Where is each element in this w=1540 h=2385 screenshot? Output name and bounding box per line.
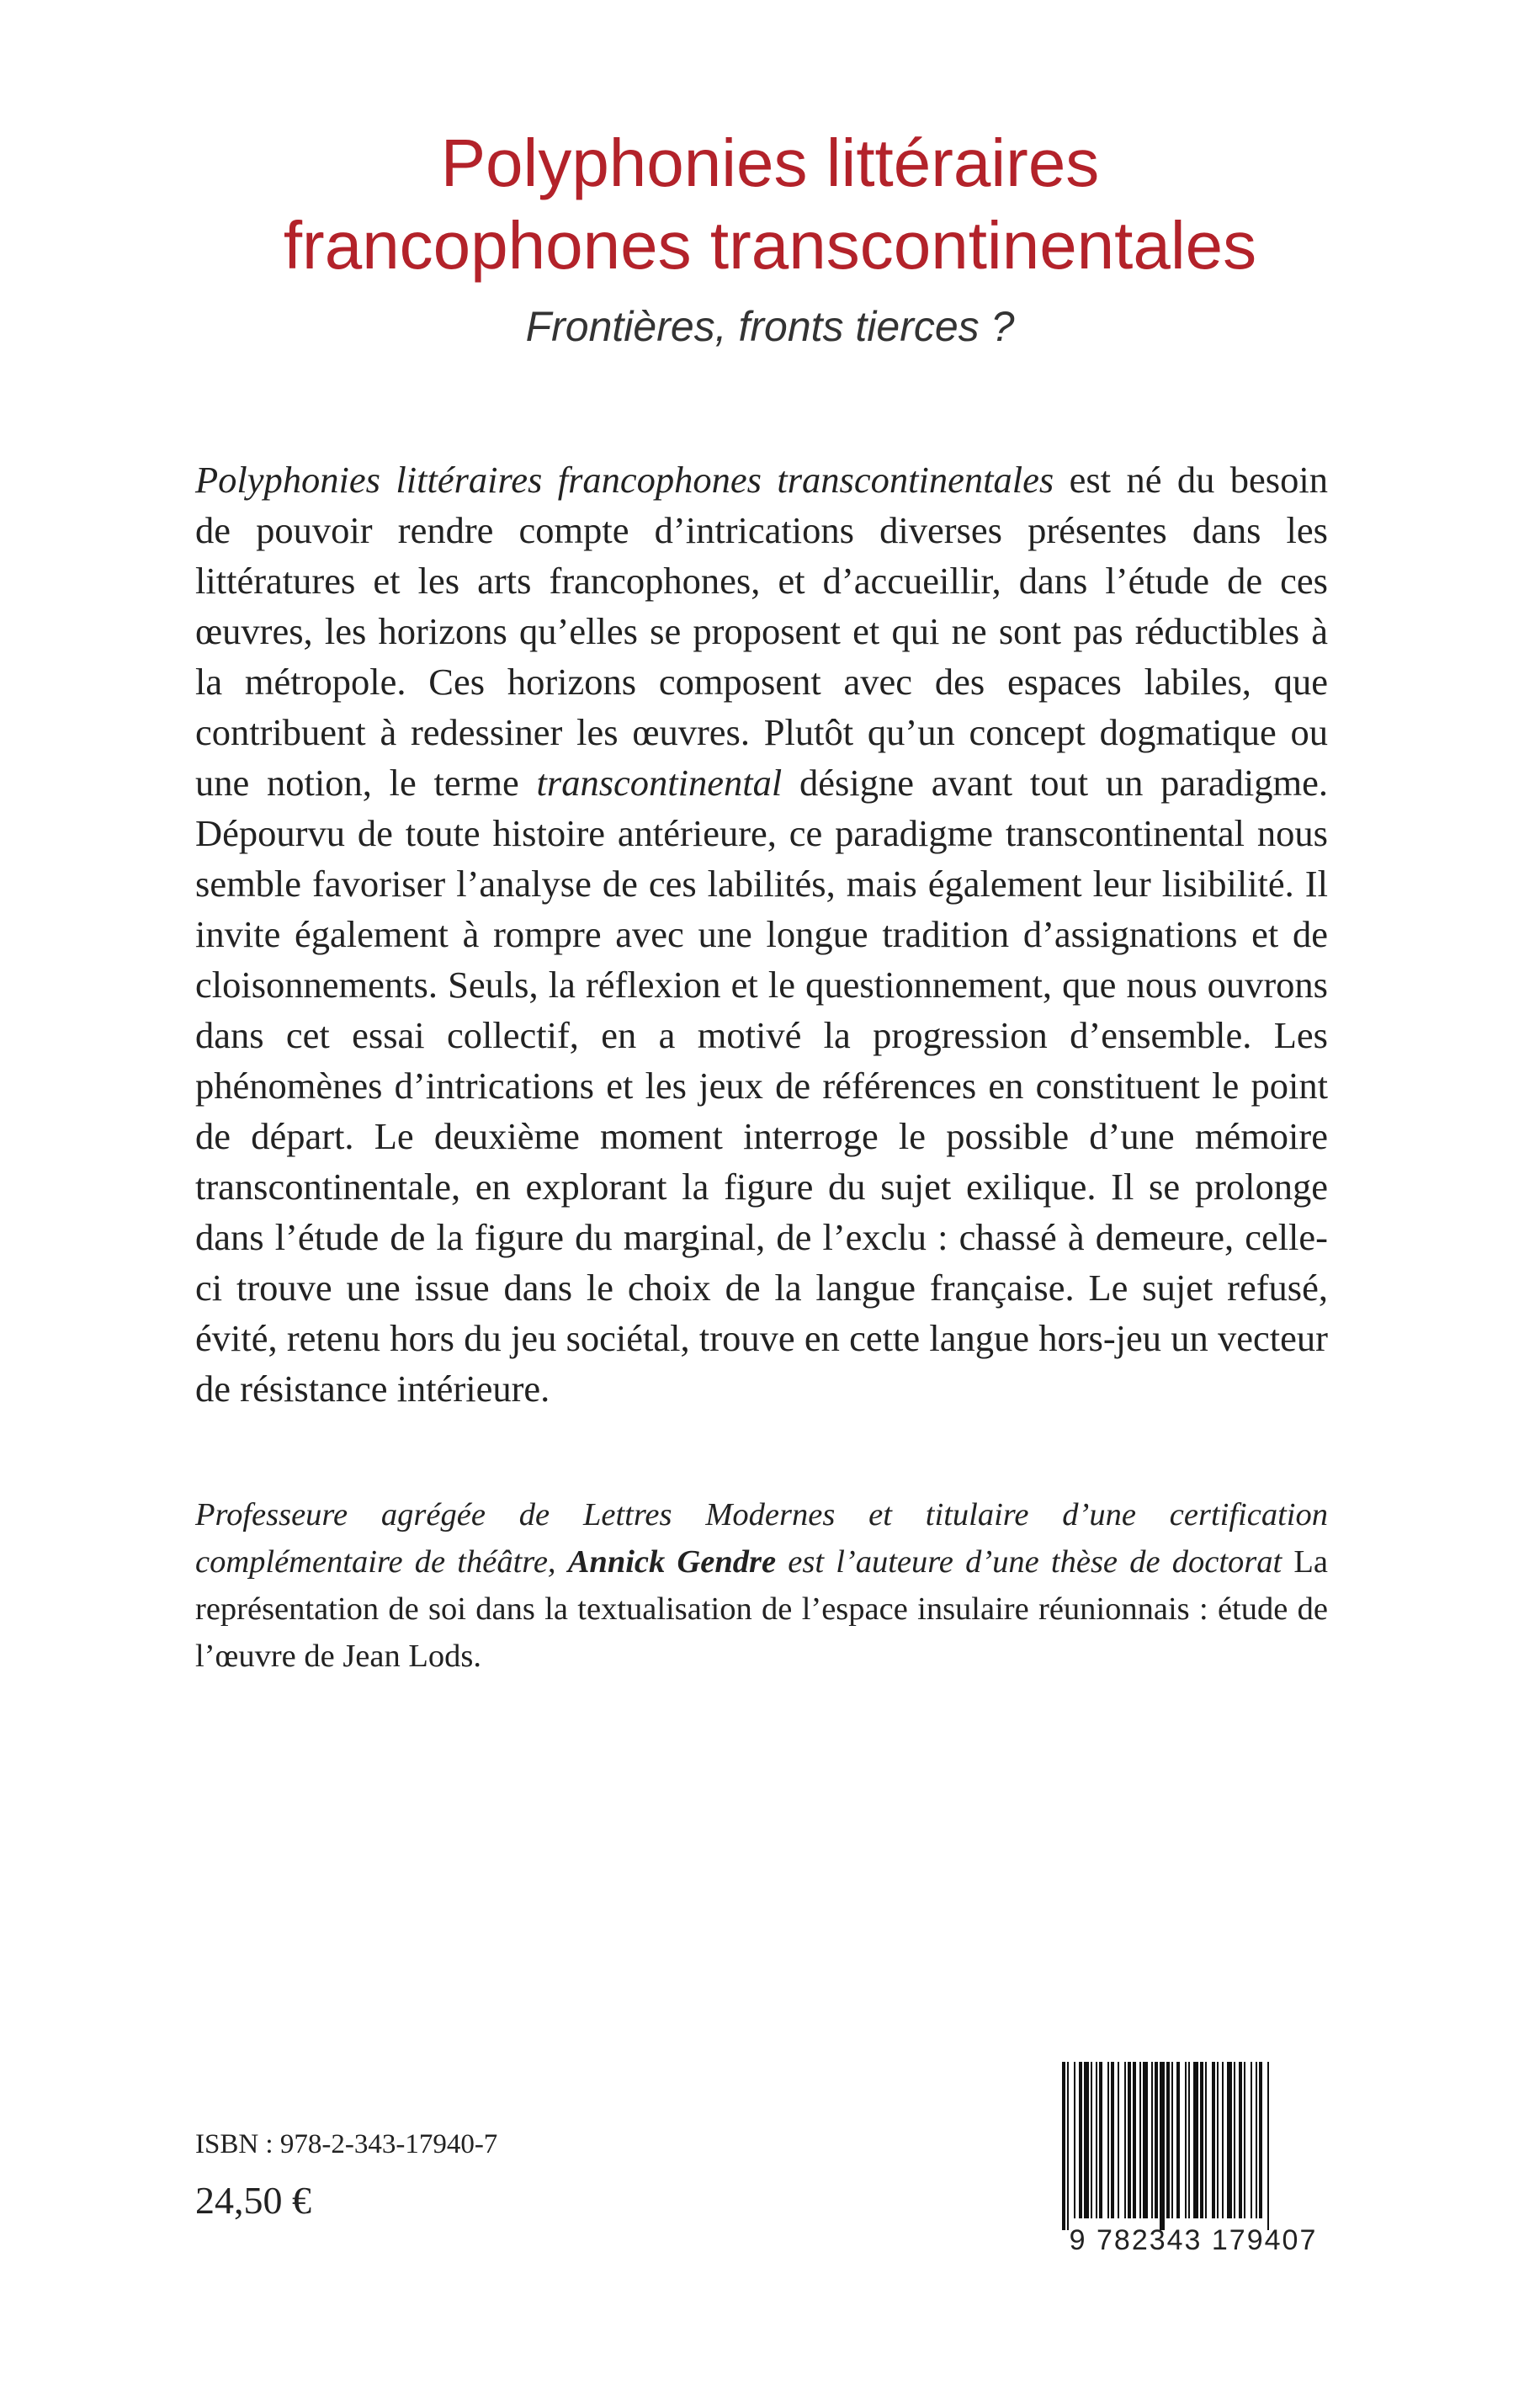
summary-term: transcontinental xyxy=(536,762,783,804)
summary-text-part-1: est né du besoin de pouvoir rendre compte d’intrications diverses présentes dans les littératures et les arts francophones, et d’accueillir, dans l’étude de ces œuvres, les horizons qu’elles se proposent et qui ne sont pas réductibles à la métropole. Ces horizons composent avec des espaces labiles, que contribuent à redessiner les œuvres. Plutôt qu’un concept dogmatique ou une notion, le terme xyxy=(195,459,1328,804)
barcode-bar xyxy=(1222,2062,1224,2218)
barcode-bar xyxy=(1160,2062,1165,2230)
barcode-bar xyxy=(1062,2062,1065,2230)
summary-lead-title: Polyphonies littéraires francophones transcontinentales xyxy=(195,459,1054,501)
barcode-bar xyxy=(1212,2062,1215,2218)
barcode-bars-icon xyxy=(1059,2062,1328,2230)
barcode-bar xyxy=(1107,2062,1109,2218)
barcode-bar xyxy=(1091,2062,1092,2218)
barcode-bar xyxy=(1084,2062,1089,2218)
barcode-bar xyxy=(1079,2062,1082,2218)
book-title-line-1: Polyphonies littéraires xyxy=(440,125,1100,200)
book-title-line-2: francophones transcontinentales xyxy=(283,208,1257,283)
price-label: 24,50 € xyxy=(195,2179,311,2222)
barcode-bar xyxy=(1259,2062,1262,2218)
barcode-bar xyxy=(1128,2062,1131,2218)
barcode-bar xyxy=(1139,2062,1141,2218)
barcode-bar xyxy=(1133,2062,1136,2218)
barcode-bar xyxy=(1200,2062,1203,2218)
summary-paragraph xyxy=(195,454,1328,1414)
barcode-bar xyxy=(1151,2062,1153,2218)
barcode-bar xyxy=(1124,2062,1126,2218)
barcode-bar xyxy=(1193,2062,1198,2218)
barcode-bar xyxy=(1244,2062,1245,2218)
barcode-bar xyxy=(1155,2062,1158,2218)
author-name: Annick Gendre xyxy=(567,1544,777,1580)
barcode-bar xyxy=(1239,2062,1242,2218)
barcode-bar xyxy=(1118,2062,1119,2218)
barcode-bar xyxy=(1143,2062,1148,2218)
back-cover-summary xyxy=(195,454,1328,1414)
barcode-bar xyxy=(1227,2062,1232,2218)
bio-text-part-2: est l’auteure d’une thèse de doctorat xyxy=(776,1544,1282,1580)
barcode-bar xyxy=(1074,2062,1075,2218)
barcode-bar xyxy=(1267,2062,1269,2230)
barcode-bar xyxy=(1205,2062,1207,2218)
summary-text-part-2: désigne avant tout un paradigme. Dépourvu de toute histoire antérieure, ce paradigme transcontinental nous semble favoriser l’analyse de ces labilités, mais également leur lisibilité. Il invite également à rompre avec une longue tradition d’assignations et de cloisonnements. Seuls, la réflexion et le questionnement, que nous ouvrons dans cet essai collectif, en a motivé la progression d’ensemble. Les phénomènes d’intrications et les jeux de références en constituent le point de départ. Le deuxième moment interroge le possible d’une mémoire transcontinentale, en explorant la figure du sujet exilique. Il se prolonge dans l’étude de la figure du marginal, de l’exclu : chassé à demeure, celle-ci trouve une issue dans le choix de la langue française. Le sujet refusé, évité, retenu hors du jeu sociétal, trouve en cette langue hors-jeu un vecteur de résistance intérieure. xyxy=(195,762,1328,1410)
isbn-label: ISBN : 978-2-343-17940-7 xyxy=(195,2129,498,2159)
barcode-digits: 9 782343 179407 xyxy=(1069,2224,1318,2256)
barcode-bar xyxy=(1256,2062,1257,2218)
barcode-bar xyxy=(1171,2062,1173,2218)
book-subtitle: Frontières, fronts tierces ? xyxy=(525,303,1015,350)
author-bio xyxy=(195,1491,1328,1680)
barcode-bar xyxy=(1217,2062,1219,2218)
barcode-bar xyxy=(1096,2062,1097,2218)
barcode xyxy=(1059,2062,1328,2259)
barcode-bar xyxy=(1176,2062,1180,2218)
barcode-bar xyxy=(1166,2062,1170,2218)
thesis-title: La représentation de soi dans la textualisation de l’espace insulaire réunionnais : étude de l’œuvre de Jean Lods. xyxy=(195,1544,1328,1674)
barcode-bar xyxy=(1188,2062,1190,2218)
barcode-bar xyxy=(1111,2062,1114,2218)
barcode-bar xyxy=(1099,2062,1102,2218)
barcode-bar xyxy=(1234,2062,1235,2218)
barcode-bar xyxy=(1185,2062,1187,2218)
barcode-bar xyxy=(1067,2062,1069,2230)
bio-paragraph xyxy=(195,1491,1328,1680)
barcode-bar xyxy=(1251,2062,1252,2218)
bio-text-part-1: Professeure agrégée de Lettres Modernes et titulaire d’une certification complémentaire de théâtre, xyxy=(195,1497,1328,1580)
